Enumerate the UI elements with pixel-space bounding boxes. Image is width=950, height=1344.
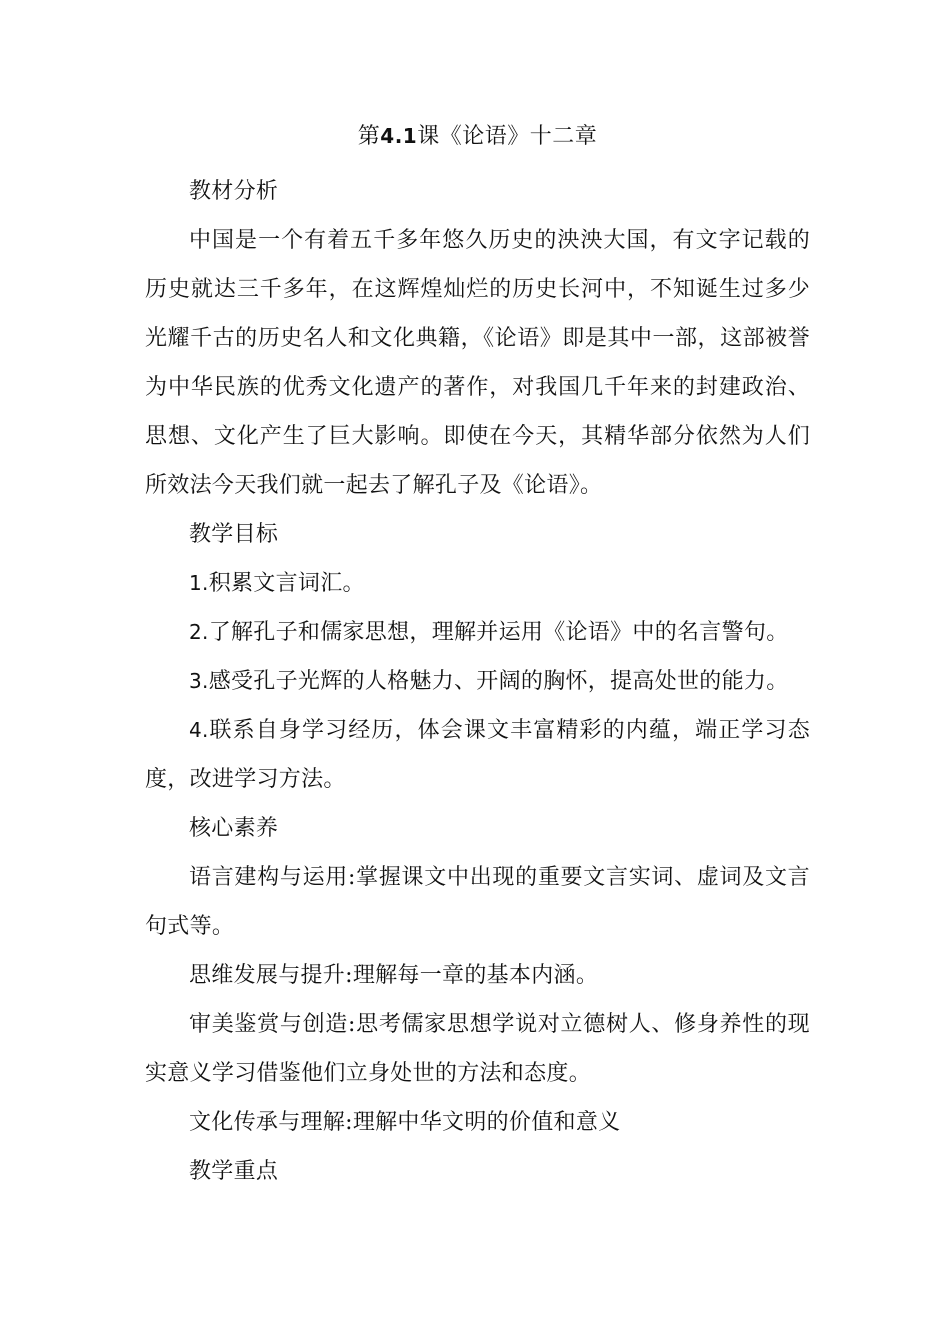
lesson-title: [145, 116, 810, 157]
analysis-paragraph: 中国是一个有着五千多年悠久历史的泱泱大国，有文字记载的历史就达三千多年，在这辉煌灿烂的历史长河中，不知诞生过多少光耀千古的历史名人和文化典籍，《论语》即是其中一部，这部被誉为中华民族的优秀文化遗产的著作，对我国几千年来的封建政治、思想、文化产生了巨大影响。即使在今天，其精华部分依然为人们所效法今天我们就一起去了解孔子及《论语》。: [145, 228, 810, 498]
document-body: [145, 116, 810, 1196]
analysis-heading: 教材分析: [189, 179, 279, 204]
goals-heading: 教学目标: [189, 522, 279, 547]
goal-item: [145, 706, 810, 804]
goal-item: [145, 559, 810, 608]
goal-text: 联系自身学习经历，体会课文丰富精彩的内蕴，端正学习态度，改进学习方法。: [145, 718, 810, 792]
goal-item: [145, 657, 810, 706]
title-prefix: 第: [357, 124, 381, 149]
literacy-item: 审美鉴赏与创造:思考儒家思想学说对立德树人、修身养性的现实意义学习借鉴他们立身处世的方法和态度。: [145, 1012, 810, 1086]
goal-item: [145, 608, 810, 657]
goal-number: 4.: [189, 718, 209, 742]
key-points-heading: 教学重点: [189, 1159, 279, 1184]
goal-number: 1.: [189, 571, 209, 595]
goal-number: 2.: [189, 620, 209, 644]
goal-number: 3.: [189, 669, 209, 693]
goal-text: 了解孔子和儒家思想，理解并运用《论语》中的名言警句。: [208, 620, 789, 645]
literacy-item: 思维发展与提升:理解每一章的基本内涵。: [189, 963, 599, 988]
goal-text: 积累文言词汇。: [208, 571, 365, 596]
title-number: 4.1: [380, 124, 418, 148]
literacy-heading: 核心素养: [189, 816, 279, 841]
goal-text: 感受孔子光辉的人格魅力、开阔的胸怀，提高处世的能力。: [208, 669, 789, 694]
title-suffix: 课《论语》十二章: [417, 124, 598, 149]
literacy-item: 文化传承与理解:理解中华文明的价值和意义: [189, 1110, 621, 1135]
literacy-item: 语言建构与运用:掌握课文中出现的重要文言实词、虚词及文言句式等。: [145, 865, 810, 939]
